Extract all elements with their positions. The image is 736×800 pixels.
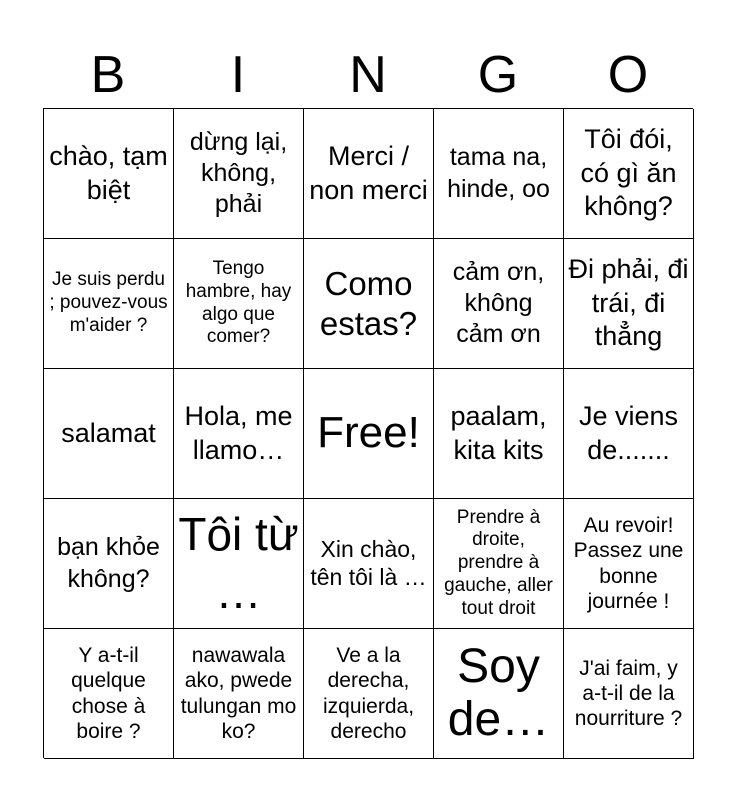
bingo-cell[interactable] — [304, 109, 434, 239]
bingo-cell[interactable] — [304, 499, 434, 629]
bingo-cell[interactable] — [564, 369, 694, 499]
bingo-cell[interactable] — [564, 499, 694, 629]
cell-text: salamat — [61, 417, 156, 448]
bingo-cell[interactable] — [304, 629, 434, 759]
header-letter-g: G — [477, 46, 519, 104]
header-letter-o: O — [607, 46, 649, 104]
bingo-cell[interactable] — [44, 629, 174, 759]
cell-text: bạn khỏe không? — [57, 533, 160, 593]
cell-text: Free! — [317, 408, 420, 458]
cell-text: Y a-t-il quelque chose à boire ? — [71, 644, 146, 743]
cell-text: Prendre à droite, prendre à gauche, aller tout droit — [444, 506, 553, 619]
cell-text: Tôi đói, có gì ăn không? — [580, 123, 677, 222]
bingo-cell[interactable] — [304, 239, 434, 369]
bingo-cell[interactable] — [44, 239, 174, 369]
bingo-header — [43, 42, 693, 108]
cell-text: Đi phải, đi trái, đi thẳng — [568, 253, 689, 352]
bingo-cell[interactable] — [564, 109, 694, 239]
bingo-cell[interactable] — [564, 239, 694, 369]
cell-text: Como estas? — [319, 264, 418, 342]
cell-text: chào, tạm biệt — [49, 140, 168, 205]
cell-text: Au revoir! Passez une bonne journée ! — [573, 514, 684, 613]
free-space[interactable] — [304, 369, 434, 499]
bingo-cell[interactable] — [434, 499, 564, 629]
bingo-cell[interactable] — [434, 109, 564, 239]
bingo-cell[interactable] — [174, 369, 304, 499]
cell-text: paalam, kita kits — [450, 400, 547, 465]
cell-text: dừng lại, không, phải — [189, 127, 288, 219]
bingo-cell[interactable] — [434, 239, 564, 369]
cell-text: Hola, me llamo… — [184, 400, 293, 465]
bingo-cell[interactable] — [434, 629, 564, 759]
cell-text: Xin chào, tên tôi là … — [310, 535, 427, 590]
bingo-cell[interactable] — [174, 499, 304, 629]
bingo-cell[interactable] — [44, 499, 174, 629]
cell-text: tama na, hinde, oo — [447, 143, 550, 203]
cell-text: cảm ơn, không cảm ơn — [452, 257, 545, 349]
cell-text: Je viens de....... — [578, 400, 679, 465]
bingo-cell[interactable] — [44, 109, 174, 239]
cell-text: J'ai faim, y a-t-il de la nourriture ? — [574, 656, 683, 731]
header-letter-i: I — [230, 46, 246, 104]
cell-text: Tôi từ … — [178, 508, 299, 618]
bingo-cell[interactable] — [434, 369, 564, 499]
bingo-cell[interactable] — [44, 369, 174, 499]
bingo-board — [43, 108, 693, 758]
bingo-cell[interactable] — [174, 239, 304, 369]
cell-text: nawawala ako, pwede tulungan mo ko? — [180, 644, 297, 743]
cell-text: Merci / non merci — [309, 140, 428, 205]
cell-text: Tengo hambre, hay algo que comer? — [185, 257, 292, 348]
bingo-cell[interactable] — [564, 629, 694, 759]
header-letter-b: B — [90, 46, 126, 104]
header-letter-n: N — [349, 46, 387, 104]
cell-text: Soy de… — [447, 639, 550, 746]
bingo-cell[interactable] — [174, 109, 304, 239]
cell-text: Ve a la derecha, izquierda, derecho — [322, 644, 415, 743]
cell-text: Je suis perdu ; pouvez-vous m'aider ? — [49, 269, 168, 336]
bingo-cell[interactable] — [174, 629, 304, 759]
